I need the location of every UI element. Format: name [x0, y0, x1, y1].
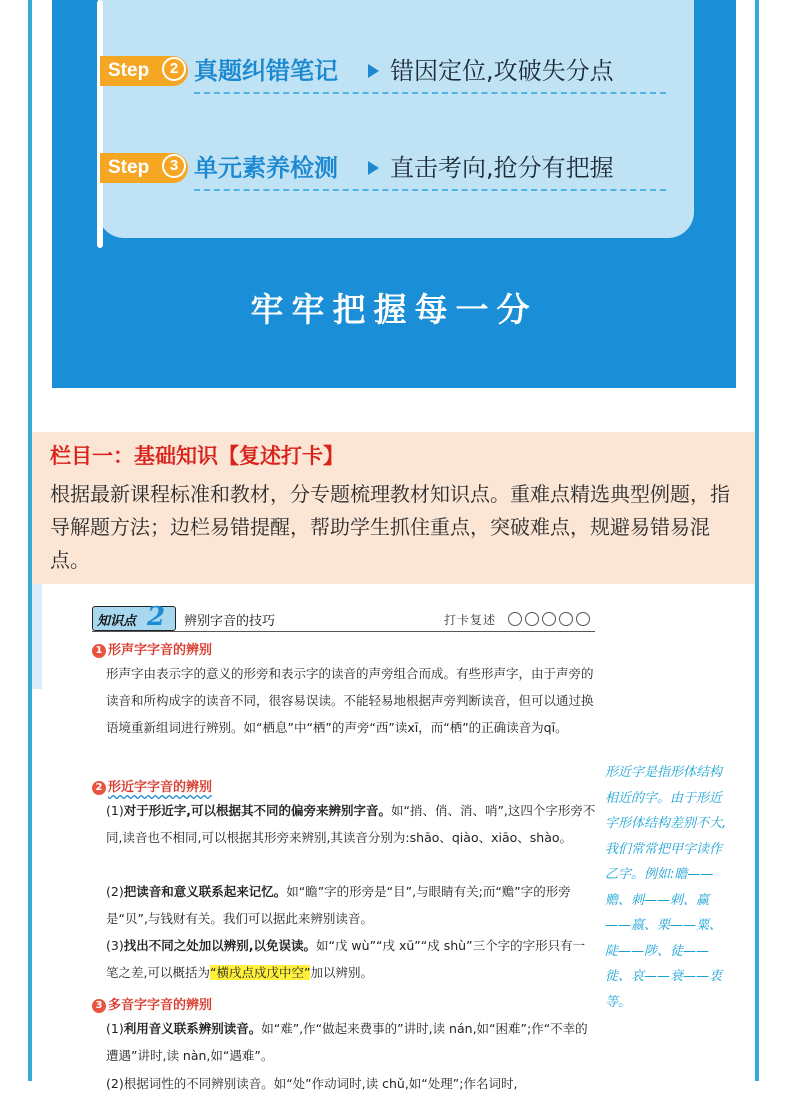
- step-row-3: [100, 151, 670, 187]
- checkin-circle[interactable]: [576, 612, 590, 626]
- checkin-circles: [508, 611, 593, 630]
- paragraph: [106, 878, 596, 932]
- knowledge-point-title: 辨别字音的技巧: [184, 614, 276, 629]
- knowledge-point-badge: [92, 602, 176, 632]
- step-title: 真题纠错笔记: [194, 57, 338, 85]
- cut-off-line: (2)根据词性的不同辨别读音。如“处”作动词时,读 chǔ,如“处理”;作名词时,: [106, 1076, 518, 1091]
- highlighted-mnemonic: “横戌点戍戊中空”: [209, 965, 311, 980]
- item-text: 如“难”,作“做起来费事的”讲时,读 nán,如“困难”;作“不幸的遭遇”讲时,读 nàn,如“遇难”。: [106, 1021, 588, 1063]
- banner-text: 根据最新课程标准和教材，分专题梳理教材知识点。重难点精选典型例题，指导解题方法；边栏易错提醒，帮助学生抓住重点，突破难点，规避易错易混点。: [50, 482, 730, 572]
- step-label: Step: [108, 60, 150, 81]
- section-number: 1: [92, 644, 106, 658]
- item-text: 如“戊 wù”“戌 xū”“戍 shù”三个字的字形只有一笔之差,可以概括为: [106, 938, 586, 980]
- step-title: 单元素养检测: [194, 154, 338, 182]
- step-number-badge: 2: [162, 57, 186, 81]
- knowledge-point-header: [92, 602, 595, 632]
- paragraph: 形声字由表示字的意义的形旁和表示字的读音的声旁组合而成。有些形声字，由于声旁的读音和所构成字的读音不同，很容易误读。不能轻易地根据声旁判断读音，但可以通过换语境重新组词进行辨别。如“栖息”中“栖”的声旁“西”读xī，而“栖”的正确读音为qī。: [106, 666, 594, 735]
- checkin-label: 打卡复述: [444, 613, 497, 627]
- section-heading: [92, 776, 212, 795]
- checkin-circle[interactable]: [542, 612, 556, 626]
- steps-card: [98, 0, 694, 238]
- step-description: 错因定位,攻破失分点: [390, 57, 614, 85]
- section-number: 2: [92, 781, 106, 795]
- checkin-circle[interactable]: [508, 612, 522, 626]
- item-prefix: (2): [106, 884, 124, 899]
- play-arrow-icon: [368, 161, 379, 175]
- item-key-point: 把读音和意义联系起来记忆。: [123, 884, 287, 899]
- checkin-circle[interactable]: [559, 612, 573, 626]
- paragraph: [106, 1015, 596, 1069]
- item-key-point: 找出不同之处加以辨别,以免误读。: [123, 938, 316, 953]
- slogan: 牢牢把握每一分: [250, 290, 538, 329]
- right-frame-line: [755, 0, 759, 1081]
- dashed-underline: [194, 92, 666, 94]
- margin-note: 形近字是指形体结构相近的字。由于形近字形体结构差别不大,我们常常把甲字读作乙字。例如:瞻——赡、刺——剌、赢——嬴、栗——粟、陡——陟、徒——徙、哀——衰——衷等。: [605, 765, 727, 1010]
- item-prefix: (3): [106, 938, 124, 953]
- dashed-underline: [194, 189, 666, 191]
- play-arrow-icon: [368, 64, 379, 78]
- column-intro-banner: [32, 432, 755, 584]
- step-label: Step: [108, 157, 150, 178]
- item-prefix: (1): [106, 803, 124, 818]
- step-description: 直击考向,抢分有把握: [390, 154, 614, 182]
- decorative-strip: [32, 584, 42, 689]
- item-text: 如“瞻”字的形旁是“目”,与眼睛有关;而“赡”字的形旁是“贝”,与钱财有关。我们可以据此来辨别读音。: [106, 884, 571, 926]
- badge-label: 知识点: [97, 614, 137, 629]
- badge-number: 2: [147, 602, 166, 632]
- section-number: 3: [92, 999, 106, 1013]
- banner-heading: 栏目一：基础知识【复述打卡】: [50, 444, 344, 468]
- paragraph: [106, 797, 596, 851]
- section-heading: [92, 994, 212, 1013]
- step-row-2: [100, 54, 670, 90]
- section-title: 形声字字音的辨别: [108, 643, 213, 658]
- item-key-point: 利用音义联系辨别读音。: [123, 1021, 262, 1036]
- paragraph: [106, 932, 596, 986]
- checkin-circle[interactable]: [525, 612, 539, 626]
- step-number-badge: 3: [162, 154, 186, 178]
- section-title: 形近字字音的辨别: [108, 780, 213, 795]
- section-title: 多音字字音的辨别: [108, 998, 213, 1013]
- item-prefix: (1): [106, 1021, 124, 1036]
- section-heading: [92, 639, 212, 658]
- card-spine: [97, 0, 103, 248]
- item-text-suffix: 加以辨别。: [310, 965, 373, 980]
- item-key-point: 对于形近字,可以根据其不同的偏旁来辨别字音。: [123, 803, 391, 818]
- item-text: 如“捎、俏、消、哨”,这四个字形旁不同,读音也不相同,可以根据其形旁来辨别,其读音分别为:shāo、qiào、xiāo、shào。: [106, 803, 596, 845]
